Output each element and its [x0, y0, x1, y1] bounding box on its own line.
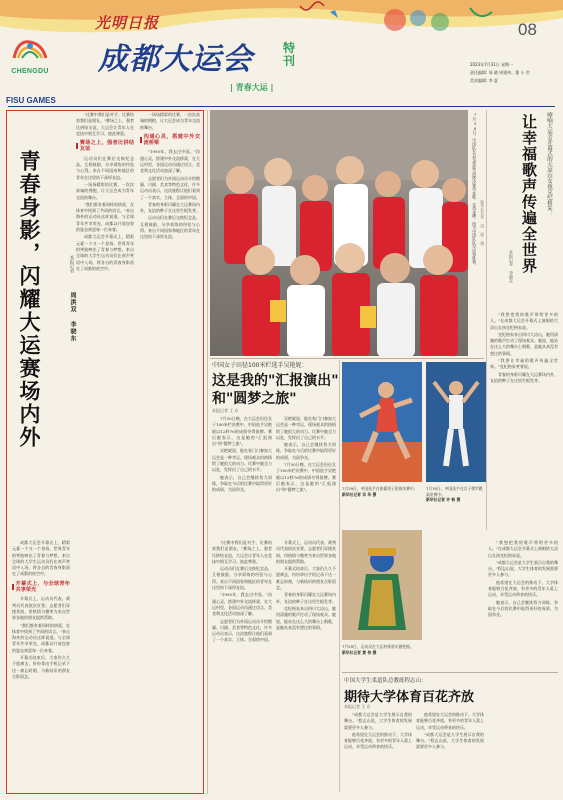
photo-caption-3 — [342, 644, 486, 655]
feature-col2-para: "我们都有着同样的热爱，在体育中找到了共同的语言。"来自海外的运动员这样说道。与全球青年共享荣光，成都以开放包容的姿态欢迎每一位来客。 — [76, 201, 134, 233]
feature-section-2-title: 赛场之上，强者比拼结友谊 — [76, 140, 134, 153]
subtitle-slogan: | 青春大运 | — [230, 83, 274, 92]
center-headline-line2: 和"圆梦之旅" — [212, 391, 297, 407]
center-article-rule — [210, 358, 484, 359]
photo-caption-1-text: 7月29日，中国选手在体操男子团体决赛中。 — [342, 486, 418, 491]
editors-line: 责任编辑: 周 晓 周建伟、董 小 岸 — [470, 70, 530, 75]
judo-body-para: 他希望在大运会的推动下，大学体育能够百花齐放，有更多的青年人爱上运动，享受运动带来的快乐。 — [416, 712, 484, 730]
column-rule — [207, 110, 208, 794]
center-body-para: 吴艳妮说，能在家门口参加大运会是一种幸运，现场观众的热情给了她很大的动力。比赛中她全力以赴，发挥出了自己的水平。 — [276, 416, 336, 440]
photo-caption-1-credit: 新华社记者 邓 华 摄 — [342, 491, 377, 497]
judo-headline: 期待大学体育百花齐放 — [344, 690, 475, 705]
design-line: 美术编辑: 李 夏 — [470, 78, 498, 83]
feature-section-1-title: 开幕式上，与全球青年共享荣光 — [12, 581, 70, 594]
photo-caption-2 — [426, 486, 486, 503]
center-body-para: "1995年，我去过中国。"沟通心灵，搭建中外交流桥梁，在大运村里，各国运动员通过语言、美食和文化活动加深了解。 — [212, 592, 272, 617]
column-rule — [339, 360, 340, 792]
center-byline: 本报记者 王 京 — [212, 408, 239, 413]
center-body-para: 运动员们在赛后交换纪念品，互相鼓励，分享训练的经验与心得。来自不同国家和地区的青年在这里结下深厚友谊。 — [212, 566, 272, 591]
opera-photo — [342, 530, 422, 640]
center-body-para: 7月30日晚，在大运会田径女子100米栏决赛中，中国选手吴艳妮以12秒76的成绩夺得银牌。赛后她表示，这是她的"汇报演出"和"圆梦之旅"。 — [276, 462, 336, 493]
center-body-para: 青春的身影闪耀在大运赛场内外，友谊的种子在这里生根发芽。 — [276, 592, 336, 604]
center-body-para: 她表示，自己会继续努力训练，争取在今后的比赛中取得更好的成绩，为国争光。 — [276, 442, 336, 460]
center-col-2 — [276, 416, 336, 534]
photo-caption-3-text: 7月29日，运动员在大运村体验川剧变脸。 — [342, 644, 414, 649]
center-col-1 — [212, 416, 272, 534]
hurdler-photo — [342, 362, 422, 482]
right-body-para: 克纪格朱来自四川大凉山，她用清澈的歌声打动了现场观众。她说，能站在这么大的舞台上唱歌，是她从来没有想过的事情。 — [490, 331, 558, 356]
center-body-para: 她表示，自己会继续努力训练，争取在今后的比赛中取得更好的成绩，为国争光。 — [212, 474, 272, 493]
judo-body-para: "成都大运会是大学生展示自我的舞台。"程志山说，大学生体育的发展需要更多人参与。 — [416, 731, 484, 750]
feature-headline: 青春身影，闪耀大运赛场内外 — [17, 150, 42, 449]
right-column-rule — [486, 110, 487, 530]
feature-col1-para: 成都大运会开幕式上，精彩元素一个又一个登场，世界青年的笑脸映出了青春与梦想。来自全球的大学生运动员们在欢声笑语中入场，将各自的青春身影留在了成都的夜空中。 — [12, 540, 70, 577]
feature-col1-para: 开幕式上，运动员代表、裁判员代表依次宣誓。志愿者们穿梭其间，用热情与微笑为来自世界各地的朋友提供帮助。 — [12, 596, 70, 621]
center-headline-line1: 这是我的"汇报演出" — [212, 373, 339, 389]
feature-byline-label: 本报记者 — [69, 255, 74, 273]
judo-col-3 — [488, 540, 558, 790]
center-body-para: 开幕式上，运动员代表、裁判员代表依次宣誓。志愿者们穿梭其间，用热情与微笑为来自世界各地的朋友提供帮助。 — [276, 540, 336, 564]
feature-col-3 — [140, 112, 200, 788]
judo-kicker: 中国大学生柔道队总教练程志山： — [344, 678, 427, 684]
feature-col3-para: "1995年，我去过中国。"沟通心灵，搭建中外交流桥梁，在大运村里，各国运动员通过语言、美食和文化活动加深了解。 — [140, 149, 200, 174]
judo-body-para: "成都大运会是大学生展示自我的舞台。"程志山说，大学生体育的发展需要更多人参与。 — [488, 559, 558, 578]
judo-byline: 本报记者 王 京 — [344, 704, 371, 709]
badminton-team-photo — [210, 110, 468, 356]
judo-col-1 — [344, 712, 412, 792]
feature-section-3-title: 沟通心灵，搭建中外交流桥梁 — [140, 134, 200, 147]
badminton-caption: 7月30日，中国队在羽毛球混合团体决赛中获胜，夺得金牌。图为中国队队员庆祝胜利。 — [472, 112, 478, 268]
center-col-3 — [212, 540, 272, 790]
feature-col2-para: 成都大运会开幕式上，精彩元素一个又一个登场，世界青年的笑脸映出了青春与梦想。来自全球的大学生运动员们在欢声笑语中入场，将各自的青春身影留在了成都的夜空中。 — [76, 234, 134, 271]
photo-caption-2-credit: 新华社记者 许 畅 摄 — [426, 497, 461, 503]
judo-body-para: 他希望在大运会的推动下，大学体育能够百花齐放，有更多的青年人爱上运动，享受运动带来的快乐。 — [344, 731, 412, 750]
center-body-para: 吴艳妮说，能在家门口参加大运会是一种幸运，现场观众的热情给了她很大的动力。比赛中她全力以赴，发挥出了自己的水平。 — [212, 448, 272, 473]
feature-col3-para: 志愿者们为外国运动员介绍熊猫、川剧、美食等特色文化，许多运动员表示，这次旅程让他们看到了一个真实、立体、全面的中国。 — [140, 175, 200, 200]
feature-col3-para: 一场场精彩的比赛，一次次真诚的拥抱，让大运会成为青年交流的舞台。 — [140, 112, 200, 130]
feature-col3-para: 运动员们在赛后交换纪念品，互相鼓励，分享训练的经验与心得。来自不同国家和地区的青年在这里结下深厚友谊。 — [140, 215, 200, 240]
center-body-para: "比赛中我们是对手，比赛结束我们是朋友。"赛场之上，强者比拼结友谊，大运会让青年人在竞技中相互学习、彼此尊重。 — [212, 540, 272, 564]
judo-body-para: "成都大运会是大学生展示自我的舞台。"程志山说，大学生体育的发展需要更多人参与。 — [344, 712, 412, 730]
photo-caption-3-credit: 新华社记者 黄 伟 摄 — [342, 649, 377, 655]
photo-caption-2-text: 7月30日，中国选手在女子撑竿跳高决赛中。 — [426, 486, 483, 497]
feature-col1-para: 开幕式结束后，大家仍久久不愿离去，纷纷拿出手机记录下这一难忘时刻，与新结识的朋友合影留念。 — [12, 655, 70, 679]
date-line: 2023年7月31日 星期一 — [470, 62, 514, 67]
fisu-label: FISU GAMES — [6, 96, 56, 105]
masthead-decoration — [0, 0, 563, 108]
chengdu-emblem — [8, 36, 52, 75]
newspaper-logo: 光明日报 — [95, 14, 160, 32]
feature-byline-names: 周洪双 李晓东 — [69, 292, 76, 342]
feature-col2-para: 运动员们在赛后交换纪念品，互相鼓励，分享训练的经验与心得。来自不同国家和地区的青年在这里结下深厚友谊。 — [76, 155, 134, 180]
right-headline: 让幸福歌声传遍全世界 — [520, 114, 538, 274]
center-body-para: 克纪格朱来自四川大凉山，她用清澈的歌声打动了现场观众。她说，能站在这么大的舞台上唱歌，是她从来没有想过的事情。 — [276, 605, 336, 630]
center-col-4 — [276, 540, 336, 790]
gymnast-photo — [426, 362, 486, 482]
right-body-para: 青春的身影闪耀在大运赛场内外，友谊的种子在这里生根发芽。 — [490, 371, 558, 383]
feature-col-2 — [76, 112, 134, 788]
right-body-para: "我想把我的歌声带给更多的人。"在成都大运会开幕式上演唱的大凉山女孩克纪格朱说。 — [490, 312, 558, 330]
feature-col1-para: "我们都有着同样的热爱，在体育中找到了共同的语言。"来自海外的运动员这样说道。与全球青年共享荣光，成都以开放包容的姿态欢迎每一位来客。 — [12, 622, 70, 653]
photo-caption-1 — [342, 486, 422, 497]
judo-body-para: "我想把我的歌声带给更多的人。"在成都大运会开幕式上演唱的大凉山女孩克纪格朱说。 — [488, 540, 558, 558]
feature-col2-para: 一场场精彩的比赛，一次次真诚的拥抱，让大运会成为青年交流的舞台。 — [76, 181, 134, 200]
center-body-para: 7月30日晚，在大运会田径女子100米栏决赛中，中国选手吴艳妮以12秒76的成绩夺得银牌。赛后她表示，这是她的"汇报演出"和"圆梦之旅"。 — [212, 416, 272, 447]
feature-col-1 — [12, 540, 70, 790]
section-title: 成都大运会 — [98, 42, 253, 77]
feature-col3-para: 青春的身影闪耀在大运赛场内外，友谊的种子在这里生根发芽。 — [140, 201, 200, 214]
judo-col-2 — [416, 712, 484, 792]
masthead-rule — [8, 106, 555, 107]
center-body-para: 志愿者们为外国运动员介绍熊猫、川剧、美食等特色文化，许多运动员表示，这次旅程让他们看到了一个真实、立体、全面的中国。 — [212, 618, 272, 643]
games-name: CHENGDU — [11, 68, 49, 75]
badminton-credit: 新华社记者 胡 超 摄 — [480, 200, 486, 246]
center-body-para: 开幕式结束后，大家仍久久不愿离去，纷纷拿出手机记录下这一难忘时刻，与新结识的朋友合影留念。 — [276, 566, 336, 591]
judo-body-para: 他希望在大运会的推动下，大学体育能够百花齐放，有更多的青年人爱上运动，享受运动带来的快乐。 — [488, 579, 558, 598]
right-body-para: "我要让幸福的歌声传遍全世界。"克纪格朱笑着说。 — [490, 358, 558, 370]
right-body — [490, 312, 558, 522]
judo-body-para: 她表示，自己会继续努力训练，争取在今后的比赛中取得更好的成绩，为国争光。 — [488, 599, 558, 618]
masthead — [0, 0, 563, 108]
right-byline: 本报记者 李晓东 — [509, 250, 514, 283]
feature-col2-para: "比赛中我们是对手，比赛结束我们是朋友。"赛场之上，强者比拼结友谊，大运会让青年人在竞技中相互学习、彼此尊重。 — [76, 112, 134, 136]
page-number: 08 — [518, 20, 537, 39]
center-kicker: 中国女子田径100米栏选手吴艳妮： — [212, 362, 308, 369]
right-kicker: 嘹响大运会开幕式的大凉山女孩克纪格朱： — [546, 112, 552, 217]
special-label: 特刊 — [283, 41, 296, 68]
